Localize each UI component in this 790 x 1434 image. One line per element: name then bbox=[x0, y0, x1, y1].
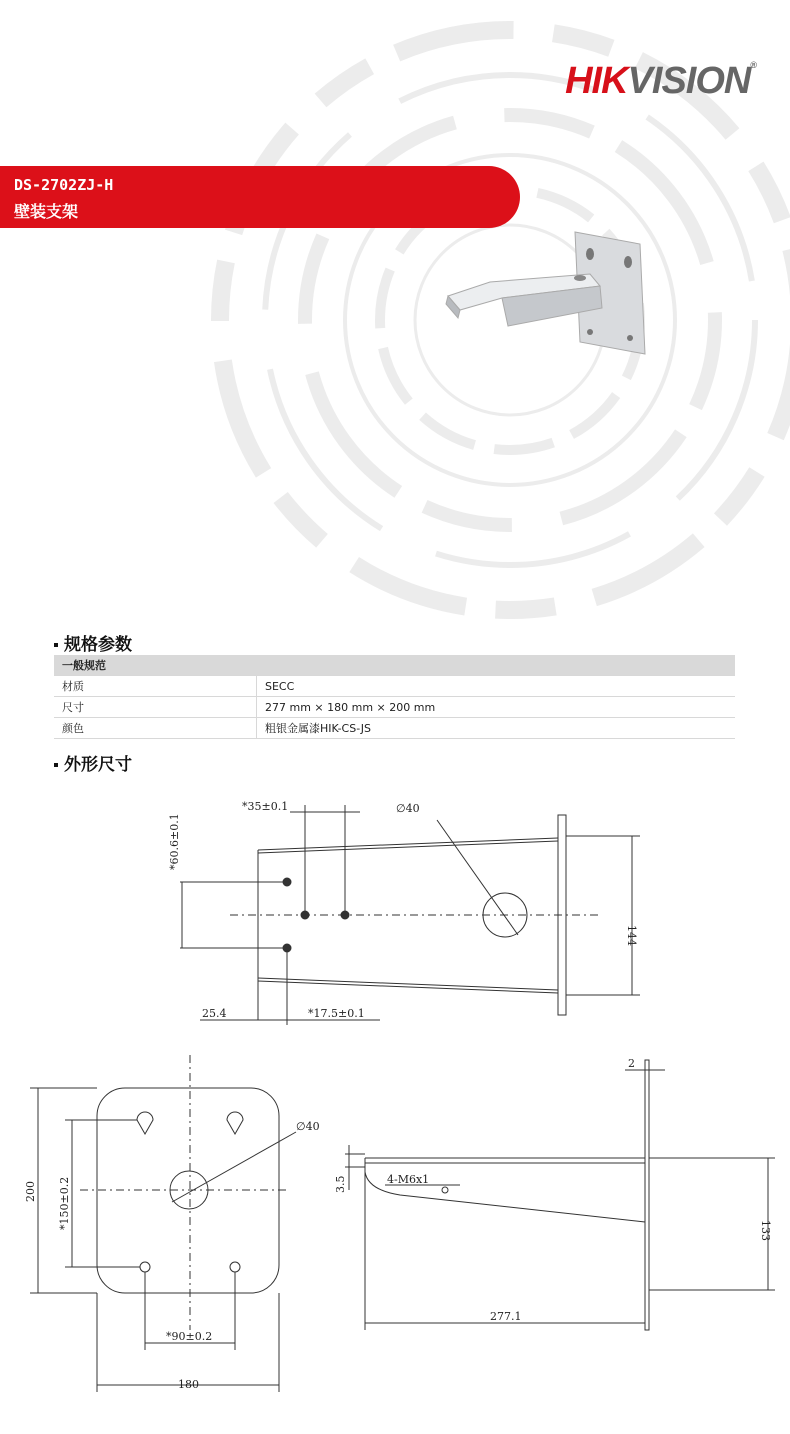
dim-3-5: 3.5 bbox=[334, 1175, 347, 1193]
spec-key: 颜色 bbox=[54, 718, 257, 739]
bullet-icon bbox=[54, 643, 58, 647]
product-banner bbox=[0, 166, 520, 228]
table-row bbox=[54, 697, 735, 718]
product-model: DS-2702ZJ-H bbox=[14, 176, 114, 194]
dim-277: 277.1 bbox=[490, 1310, 522, 1323]
hikvision-logo bbox=[565, 60, 756, 103]
table-row bbox=[54, 676, 735, 697]
dim-17: *17.5±0.1 bbox=[308, 1007, 365, 1020]
dim-screw: 4-M6x1 bbox=[387, 1173, 430, 1186]
spec-key: 材质 bbox=[54, 676, 257, 697]
spec-value: 277 mm × 180 mm × 200 mm bbox=[257, 697, 736, 718]
spec-key: 尺寸 bbox=[54, 697, 257, 718]
dimensions-title: 外形尺寸 bbox=[64, 755, 132, 775]
table-row bbox=[54, 718, 735, 739]
dimensions-heading bbox=[54, 750, 132, 775]
dim-60: *60.6±0.1 bbox=[168, 813, 181, 870]
dim-90: *90±0.2 bbox=[166, 1330, 213, 1343]
spec-group-label: 一般规范 bbox=[54, 655, 735, 676]
spec-value: SECC bbox=[257, 676, 736, 697]
dim-35: *35±0.1 bbox=[242, 800, 289, 813]
side-view-drawing bbox=[345, 1060, 775, 1330]
dim-25: 25.4 bbox=[202, 1007, 227, 1020]
dim-144: 144 bbox=[625, 925, 638, 946]
logo-vision: VISION bbox=[627, 60, 751, 102]
logo-hik: HIK bbox=[565, 60, 628, 102]
dim-thickness: 2 bbox=[628, 1057, 635, 1070]
bracket-product-image bbox=[440, 228, 660, 368]
top-view-drawing bbox=[180, 805, 640, 1025]
bullet-icon bbox=[54, 763, 58, 767]
dimension-drawings bbox=[0, 790, 790, 1434]
specs-heading bbox=[54, 630, 132, 655]
dim-150: *150±0.2 bbox=[58, 1176, 71, 1230]
dim-hole-top: ∅40 bbox=[396, 802, 420, 815]
dim-hole-front: ∅40 bbox=[296, 1120, 320, 1133]
logo-registered-mark: ® bbox=[750, 60, 756, 70]
dim-200: 200 bbox=[24, 1181, 37, 1202]
spec-value: 粗银金属漆HIK-CS-JS bbox=[257, 718, 736, 739]
spec-table bbox=[54, 655, 735, 739]
dim-180: 180 bbox=[178, 1378, 199, 1391]
spec-group-row bbox=[54, 655, 735, 676]
dim-133: 133 bbox=[759, 1220, 772, 1241]
specs-title: 规格参数 bbox=[64, 635, 132, 655]
product-name: 壁装支架 bbox=[14, 202, 79, 221]
